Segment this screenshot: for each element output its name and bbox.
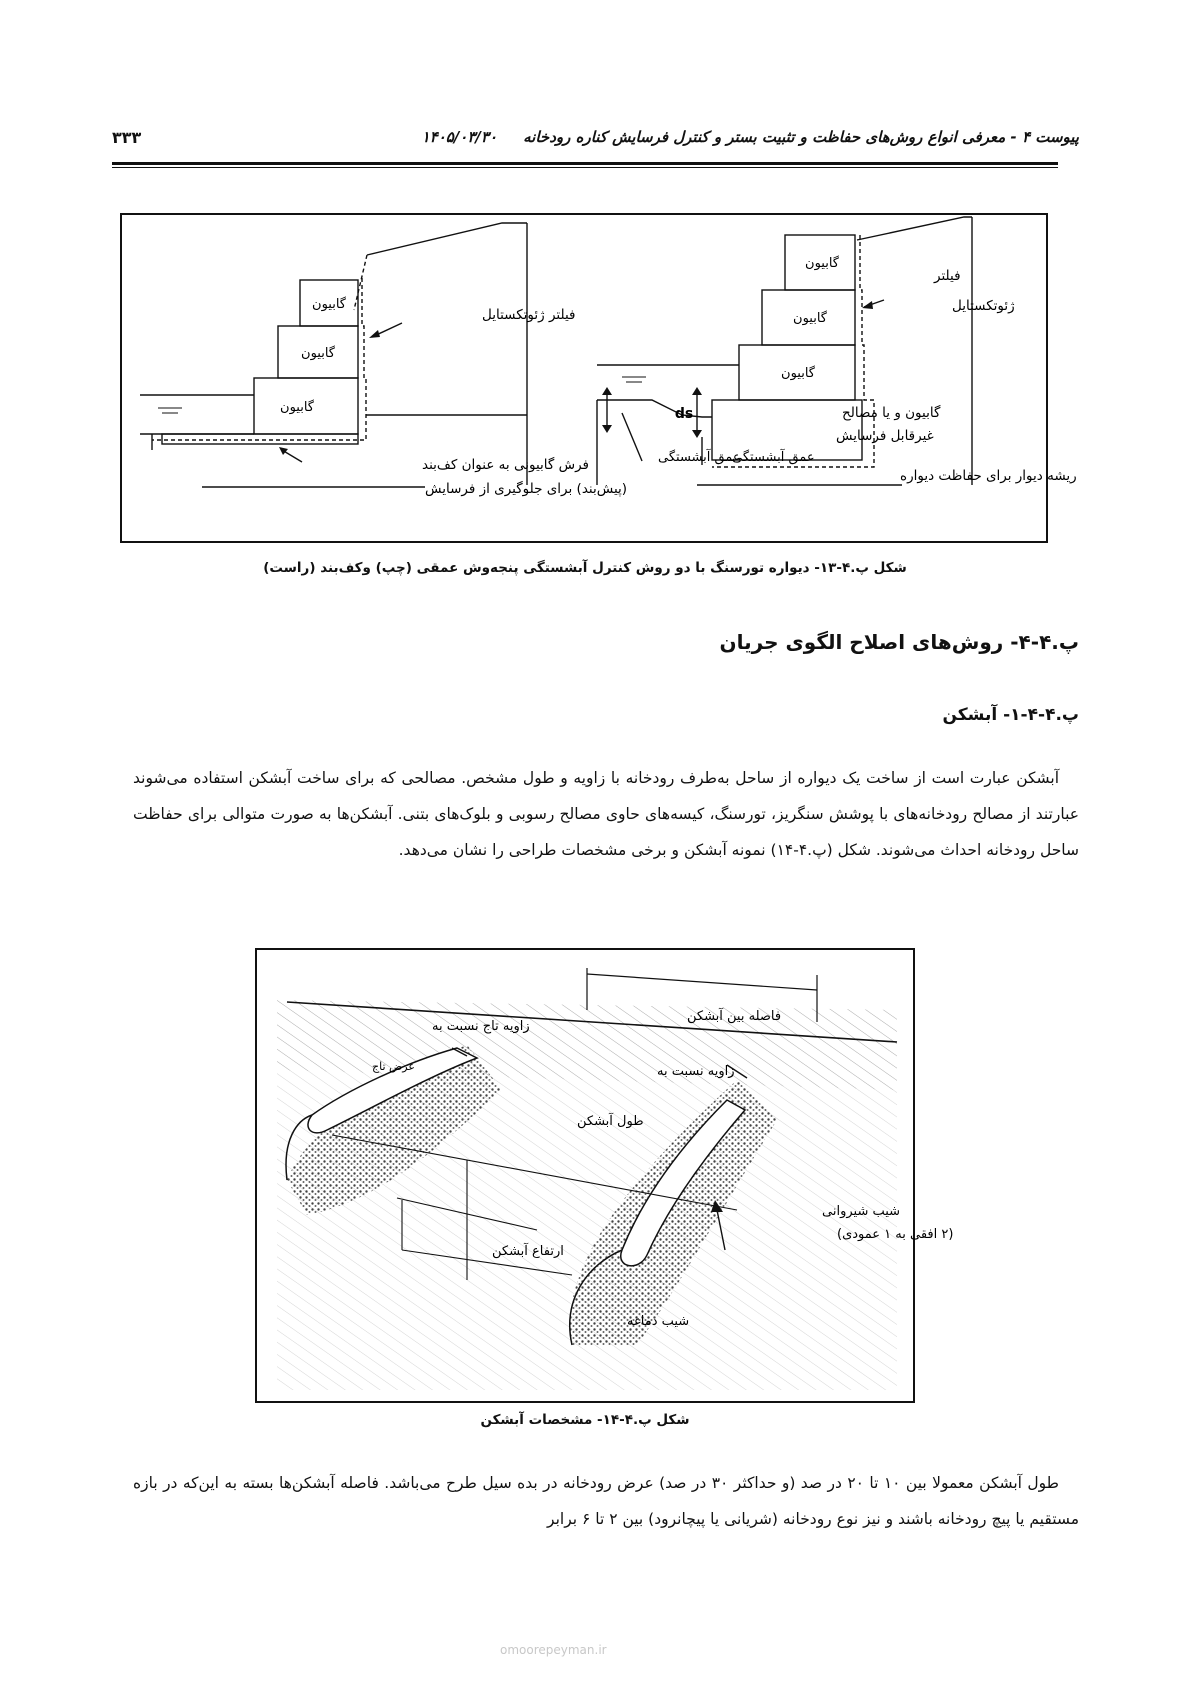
watermark: omoorepeyman.ir	[500, 1643, 607, 1657]
figure-13	[120, 213, 1077, 543]
fig14-height-label: ارتفاع آبشکن	[492, 1244, 564, 1259]
header-date: ۱۴۰۵/۰۳/۳۰	[421, 128, 498, 146]
ds-label: ds	[674, 406, 694, 422]
subsection-heading: پ.۴-۴-۱- آبشکن	[942, 705, 1079, 725]
figure-14-caption: شکل پ.۴-۱۴- مشخصات آبشکن	[480, 1412, 690, 1428]
paragraph-2: طول آبشکن معمولا بین ۱۰ تا ۲۰ در صد (و حداکثر ۳۰ در صد) عرض رودخانه در بده سیل طرح می‌باشد. فاصله آبشکن‌ها بسته به این‌که در بازه مستقیم یا پیچ رودخانه باشند و نیز نوع رودخانه (شریانی یا پیچانرود) بین ۲ تا ۶ برابر	[133, 1474, 1079, 1528]
page-number: ۳۳۳	[112, 128, 142, 147]
left-gabion-bottom: گابیون	[280, 400, 314, 415]
fig14-length-label: طول آبشکن	[577, 1114, 644, 1129]
paragraph-1: آبشکن عبارت است از ساخت یک دیواره از ساحل به‌طرف رودخانه با زاویه و طول مشخص. مصالحی که برای ساخت آبشکن استفاده می‌شوند عبارتند از مصالح رودخانه‌های با پوشش سنگریز، تورسنگ، کیسه‌های حاوی مصالح رسوبی و بلوک‌های بتنی. آبشکن‌ها به صورت متوالی برای حفاظت ساحل رودخانه احداث می‌شوند. شکل (پ.۴-۱۴) نمونه آبشکن و برخی مشخصات طراحی را نشان می‌دهد.	[133, 769, 1079, 859]
fig14-spacing-label: فاصله بین آبشکن	[687, 1009, 782, 1024]
right-scour-depth: عمق آبشستگی	[732, 450, 815, 465]
figure-14-drawing	[257, 950, 954, 1401]
header-rule-thin	[112, 167, 1058, 168]
right-scour-depth-left: عمق آبشستگی	[658, 450, 741, 465]
left-filter-label: فیلتر ژئوتکستایل	[482, 307, 576, 323]
header-title: پیوست ۴ - معرفی انواع روش‌های حفاظت و تثبیت بستر و کنترل فرسایش کناره رودخانه	[523, 128, 1079, 146]
right-filter-label-1: فیلتر	[934, 268, 961, 284]
right-filter-label-2: ژئوتکستایل	[952, 298, 1015, 314]
left-apron-label-1: فرش گابیونی به عنوان کف‌بند	[422, 457, 589, 473]
figure-13-drawing	[122, 215, 1077, 541]
right-footing-label: ریشه دیوار برای حفاظت دیواره	[900, 468, 1077, 484]
section-heading: پ.۴-۴- روش‌های اصلاح الگوی جریان	[719, 630, 1079, 654]
right-gabion-mid: گابیون	[793, 311, 827, 326]
fig14-angle-relative-label: زاویه نسبت به	[657, 1064, 735, 1079]
fig14-slope-label-2: (۲ افقی به ۱ عمودی)	[837, 1227, 954, 1242]
left-gabion-mid: گابیون	[301, 346, 335, 361]
left-gabion-top: گابیون	[312, 297, 346, 312]
fig14-nose-slope-label: شیب دماغه	[627, 1314, 690, 1329]
left-apron-label-2: (پیش‌بند) برای جلوگیری از فرسایش	[425, 481, 628, 497]
right-gabion-bottom: گابیون	[781, 366, 815, 381]
fig14-crest-width-label: عرض تاج	[372, 1060, 415, 1073]
right-erosion-label-2: غیرقابل فرسایش	[836, 428, 934, 444]
right-erosion-label-1: گابیون و یا مصالح	[842, 405, 941, 421]
running-header	[219, 128, 1079, 146]
header-rule	[112, 162, 1058, 165]
figure-14	[255, 948, 954, 1403]
fig14-slope-label-1: شیب شیروانی	[822, 1204, 901, 1219]
figure-13-caption: شکل پ.۴-۱۳- دیواره تورسنگ با دو روش کنترل آبشستگی پنجه‌وش عمقی (چپ) وکف‌بند (راست)	[263, 560, 907, 576]
right-gabion-top: گابیون	[805, 256, 839, 271]
fig14-crest-angle-label: زاویه تاج نسبت به	[432, 1019, 530, 1034]
